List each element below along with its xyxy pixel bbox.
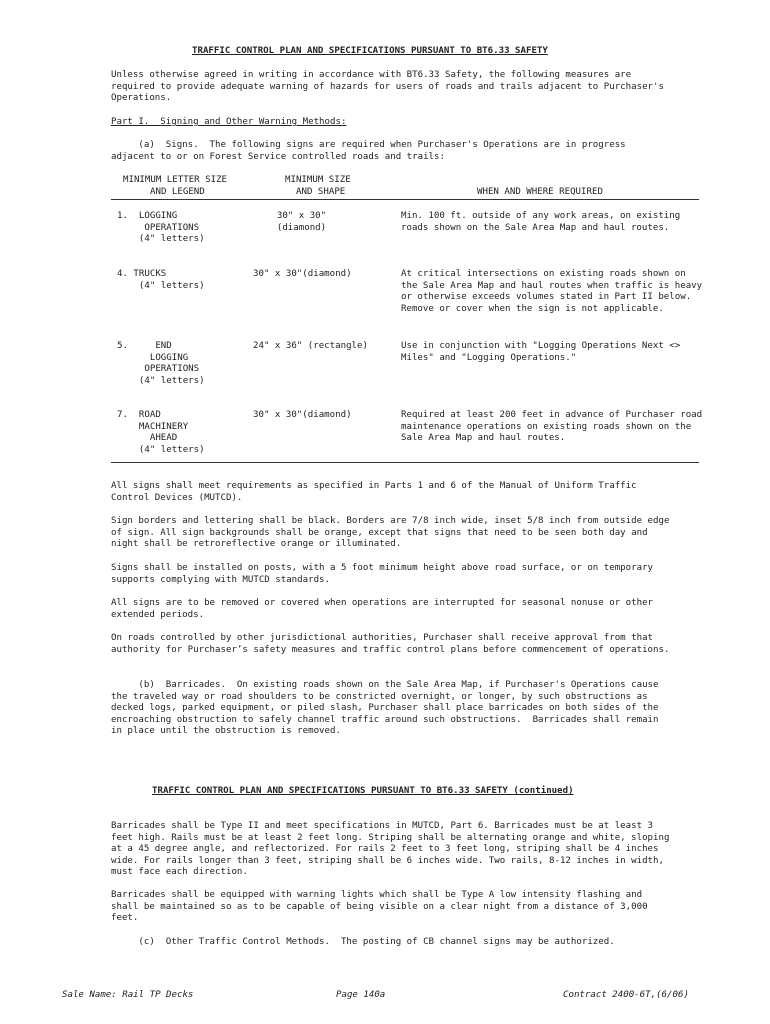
signs-paragraph: (a) Signs. The following signs are required when Purchaser's Operations are in progress adjacent to or on Forest Service controlled roads and trails: <box>111 140 632 162</box>
mutcd-paragraph: All signs shall meet requirements as specified in Parts 1 and 6 of the Manual of Uniform Traffic Control Devices (MUTCD). <box>111 481 637 503</box>
table-row-size: 24" x 36" (rectangle) <box>253 341 368 351</box>
table-row-when: Use in conjunction with "Logging Operations Next <> Miles" and "Logging Operations." <box>401 341 681 363</box>
other-methods-paragraph: (c) Other Traffic Control Methods. The posting of CB channel signs may be authorized. <box>111 937 615 947</box>
header-rule <box>111 199 699 200</box>
table-row-legend: 7. ROAD MACHINERY AHEAD (4" letters) <box>117 410 205 455</box>
continued-title: TRAFFIC CONTROL PLAN AND SPECIFICATIONS PURSUANT TO BT6.33 SAFETY (continued) <box>152 786 574 796</box>
table-row-size: 30" x 30"(diamond) <box>253 410 352 420</box>
type2-paragraph: Barricades shall be Type II and meet specifications in MUTCD, Part 6. Barricades must be at least 3 feet high. Rails must be at least 2 feet long. Striping shall be alternating orange and white, sloping at a 45 degree angle, and reflectorized. For rails 2 feet to 3 feet long, striping shall be 4 inches wide. For rails longer than 3 feet, striping shall be 6 inches wide. Two rails, 8-12 inches in width, must face each direction. <box>111 821 670 878</box>
table-row-when: At critical intersections on existing roads shown on the Sale Area Map and haul routes when traffic is heavy or otherwise exceeds volumes stated in Part II below. Remove or cover when the sign is not applicable. <box>401 269 703 314</box>
table-bottom-rule <box>111 462 699 463</box>
part1-heading: Part I. Signing and Other Warning Methods: <box>111 117 347 127</box>
footer-sale-name: Sale Name: Rail TP Decks <box>62 990 194 1000</box>
intro-paragraph: Unless otherwise agreed in writing in accordance with BT6.33 Safety, the following measures are required to provide adequate warning of hazards for users of roads and trails adjacent to Purchaser's Operations. <box>111 70 664 104</box>
footer-page-number: Page 140a <box>336 990 386 1000</box>
barricades-paragraph: (b) Barricades. On existing roads shown on the Sale Area Map, if Purchaser's Operations cause the traveled way or road shoulders to be constricted overnight, or longer, by such obstructions as decked logs, parked equipment, or piled slash, Purchaser shall place barricades on both sides of the encroaching obstruction to safely channel traffic around such obstructions. Barricades shall remain in place until the obstruction is removed. <box>111 680 664 737</box>
table-row-size: 30" x 30" (diamond) <box>276 211 327 233</box>
posts-paragraph: Signs shall be installed on posts, with a 5 foot minimum height above road surface, or on temporary supports complying with MUTCD standards. <box>111 563 654 585</box>
footer-contract: Contract 2400-6T,(6/06) <box>563 990 689 1000</box>
table-row-when: Min. 100 ft. outside of any work areas, on existing roads shown on the Sale Area Map and haul routes. <box>401 211 681 233</box>
col2-header-line1: MINIMUM SIZE <box>285 175 351 185</box>
borders-paragraph: Sign borders and lettering shall be black. Borders are 7/8 inch wide, inset 5/8 inch from outside edge of sign. All sign backgrounds shall be orange, except that signs that need to be seen both day and night shall be retroreflective orange or illuminated. <box>111 516 670 550</box>
removed-paragraph: All signs are to be removed or covered when operations are interrupted for seasonal nonuse or other extended periods. <box>111 598 654 620</box>
table-row-legend: 1. LOGGING OPERATIONS (4" letters) <box>117 211 205 245</box>
table-row-when: Required at least 200 feet in advance of Purchaser road maintenance operations on existing roads shown on the Sale Area Map and haul routes. <box>401 410 703 444</box>
table-row-legend: 4. TRUCKS (4" letters) <box>117 269 205 291</box>
table-row-size: 30" x 30"(diamond) <box>253 269 352 279</box>
jurisdiction-paragraph: On roads controlled by other jurisdictional authorities, Purchaser shall receive approval from that authority for Purchaser’s safety measures and traffic control plans before commencement of operations. <box>111 633 670 655</box>
lights-paragraph: Barricades shall be equipped with warning lights which shall be Type A low intensity flashing and shall be maintained so as to be capable of being visible on a clear night from a distance of 3,000 feet. <box>111 890 648 924</box>
table-row-legend: 5. END LOGGING OPERATIONS (4" letters) <box>117 341 205 386</box>
col3-header: WHEN AND WHERE REQUIRED <box>477 187 603 197</box>
col1-header-line2: AND LEGEND <box>150 187 205 197</box>
page-title: TRAFFIC CONTROL PLAN AND SPECIFICATIONS PURSUANT TO BT6.33 SAFETY <box>192 46 548 56</box>
col1-header-line1: MINIMUM LETTER SIZE <box>123 175 228 185</box>
col2-header-line2: AND SHAPE <box>296 187 346 197</box>
